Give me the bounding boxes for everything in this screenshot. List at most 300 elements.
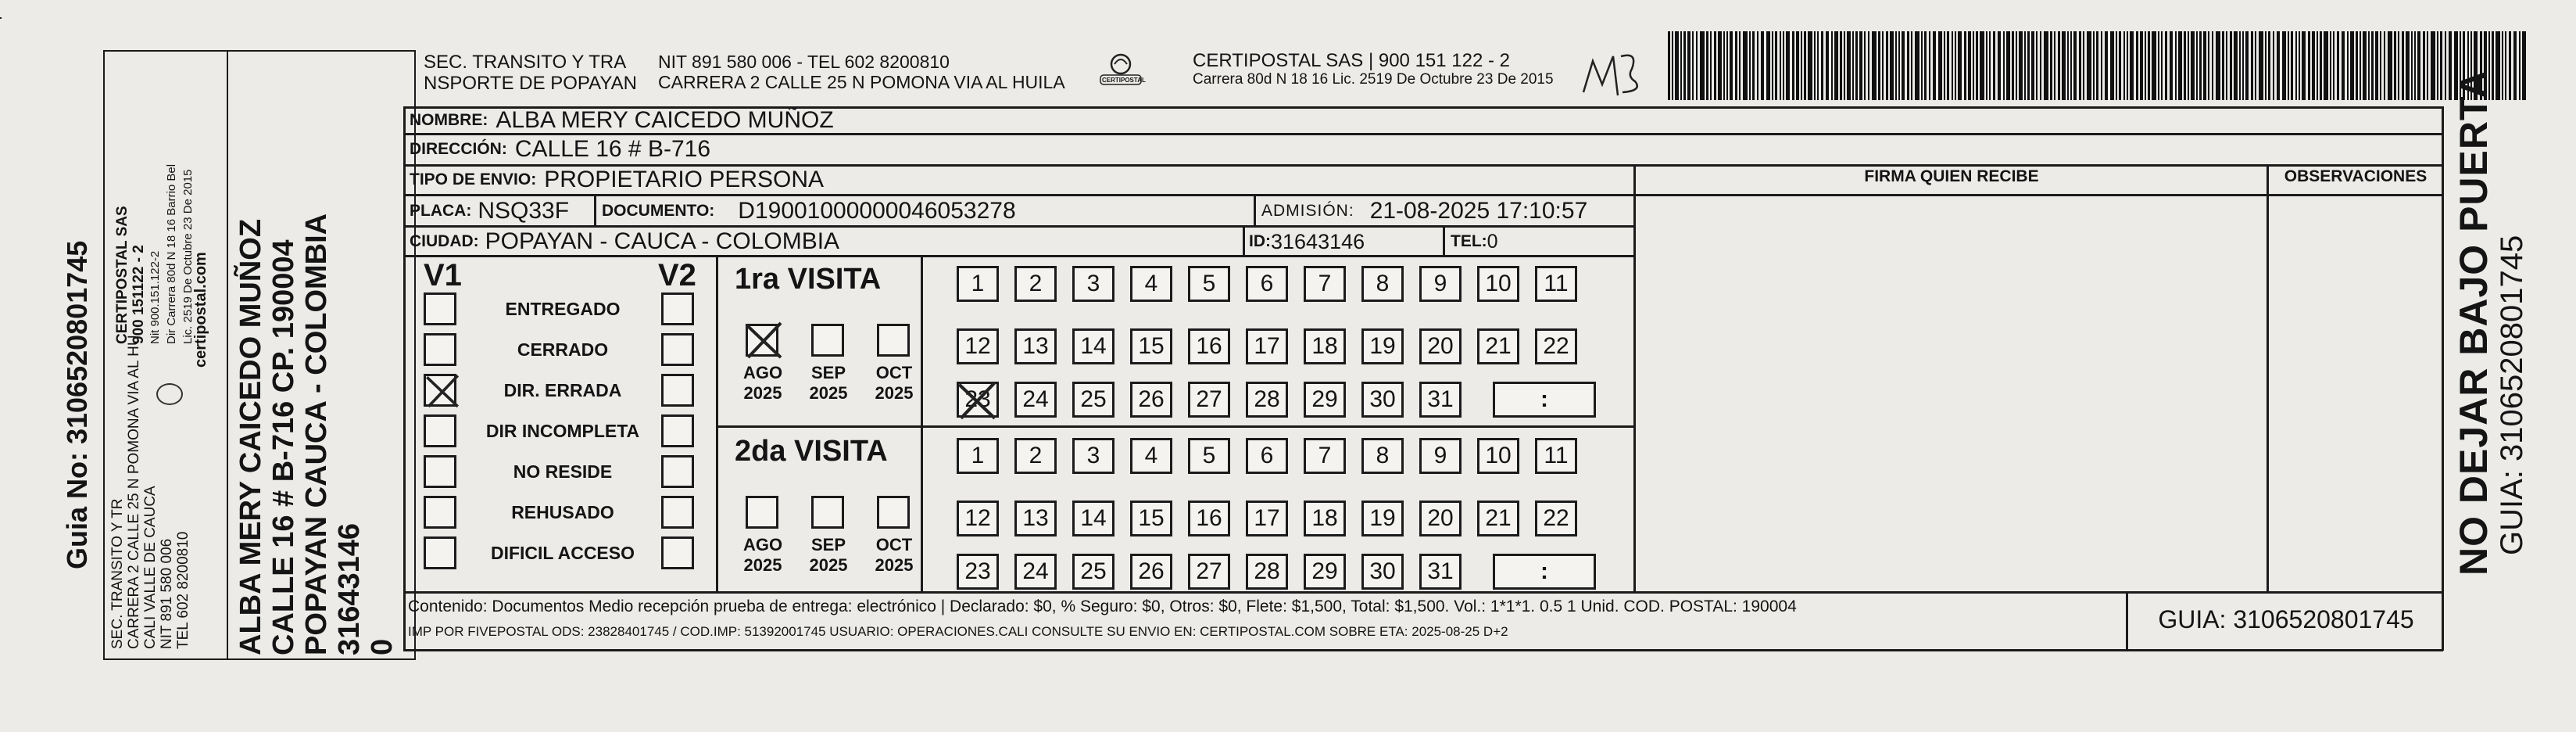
documento-value: D19001000000046053278 [738,198,1016,224]
day-checkbox[interactable]: 5 [1188,266,1230,302]
barcode-bar [1952,31,1953,100]
v1-checkbox[interactable] [424,374,456,407]
day-checkbox[interactable]: 26 [1130,554,1172,590]
barcode-bar [1986,31,1987,100]
nombre-label: NOMBRE: [410,111,488,129]
barcode-bar [1947,31,1949,100]
ciudad-label: CIUDAD: [410,232,479,250]
day-checkbox[interactable]: 30 [1361,382,1404,418]
day-checkbox[interactable]: 2 [1014,266,1057,302]
sender-name-line: NSPORTE DE POPAYAN [424,73,637,94]
barcode-bar [1714,31,1716,100]
day-checkbox[interactable]: 15 [1130,501,1172,536]
v2-checkbox[interactable] [661,414,694,447]
barcode-bar [1964,31,1966,100]
stub-carrier-line: Lic. 2519 De Octubre 23 De 2015 [181,169,195,344]
barcode-bar [2342,31,2345,100]
day-checkbox[interactable]: 17 [1246,328,1288,364]
v1-header: V1 [424,258,462,292]
day-checkbox[interactable]: 25 [1072,382,1114,418]
barcode-bar [2119,31,2121,100]
day-checkbox[interactable]: 11 [1535,438,1577,474]
day-checkbox[interactable]: 14 [1072,328,1114,364]
day-checkbox[interactable]: 20 [1419,328,1462,364]
nombre-field [410,106,834,135]
placa-label: PLACA: [410,202,472,220]
day-checkbox[interactable]: 3 [1072,266,1114,302]
v2-checkbox[interactable] [661,292,694,325]
day-checkbox[interactable]: 19 [1361,501,1404,536]
day-checkbox[interactable]: 21 [1477,328,1519,364]
barcode-bar [1710,31,1712,100]
sender-contact [658,52,1065,92]
admision-value: 21-08-2025 17:10:57 [1369,198,1588,224]
day-checkbox[interactable]: 6 [1246,266,1288,302]
barcode-bar [2440,31,2442,100]
barcode-bar [1792,31,1794,100]
month-year: 2025 [875,555,914,575]
barcode-bar [2188,31,2189,100]
barcode-bar [1683,31,1686,100]
time-field[interactable]: : [1493,554,1596,590]
barcode-bar [2012,31,2014,100]
ciudad-value: POPAYAN - CAUCA - COLOMBIA [485,228,840,254]
month-label [732,535,794,576]
barcode-bar [2291,31,2293,100]
tel-label: TEL: [1451,232,1487,250]
day-checkbox[interactable]: 10 [1477,438,1519,474]
day-checkbox[interactable]: 28 [1246,554,1288,590]
day-checkbox[interactable]: 19 [1361,328,1404,364]
barcode-bar [1993,31,1995,100]
documento-label: DOCUMENTO: [602,202,715,220]
right-stub-guia: GUIA: 3106520801745 [2495,235,2529,555]
barcode-bar [1706,31,1708,100]
barcode-bar [2320,31,2322,100]
day-checkbox[interactable]: 15 [1130,328,1172,364]
day-checkbox[interactable]: 9 [1419,438,1462,474]
reason-label: DIFICIL ACCESO [490,543,635,563]
stub-recipient-line: CALLE 16 # B-716 CP. 190004 [267,239,300,655]
day-checkbox[interactable]: 23 [957,382,999,418]
barcode-bar [2006,31,2010,100]
day-checkbox[interactable]: 29 [1304,382,1346,418]
barcode-bar [1743,31,1748,100]
barcode-bar [1775,31,1777,100]
day-checkbox[interactable]: 11 [1535,266,1577,302]
barcode-bar [2330,31,2331,100]
barcode-bar [2208,31,2209,100]
barcode-bar [1749,31,1751,100]
barcode-bar [2073,31,2077,100]
month-year: 2025 [809,383,848,403]
barcode-bar [1976,31,1978,100]
day-checkbox[interactable]: 12 [957,328,999,364]
sender-address: CARRERA 2 CALLE 25 N POMONA VIA AL HUILA [658,72,1065,92]
barcode-bar [2347,31,2349,100]
day-checkbox[interactable]: 16 [1188,328,1230,364]
day-checkbox[interactable]: 7 [1304,266,1346,302]
sender-nit: NIT 891 580 006 - TEL 602 8200810 [658,52,950,72]
stub-carrier-site: certipostal.com [192,252,209,368]
month-checkbox[interactable] [877,496,910,529]
barcode-bar [2380,31,2381,100]
barcode-bar [2277,31,2280,100]
barcode-bar [2016,31,2017,100]
v1-checkbox[interactable] [424,496,456,529]
barcode-bar [1726,31,1728,100]
month-label [797,535,860,576]
month-name: OCT [875,363,913,382]
day-checkbox[interactable]: 20 [1419,501,1462,536]
admision-label: ADMISIÓN: [1261,202,1354,220]
barcode-bar [2302,31,2306,100]
barcode-bar [2161,31,2163,100]
barcode-bar [2295,31,2297,100]
visit-title: 2da VISITA [735,435,888,468]
barcode-bar [2245,31,2249,100]
barcode-bar [1739,31,1741,100]
barcode-bar [1801,31,1802,100]
barcode-bar [2140,31,2143,100]
day-checkbox[interactable]: 13 [1014,328,1057,364]
barcode-bar [1752,31,1755,100]
day-checkbox[interactable]: 27 [1188,554,1230,590]
tel-field [1451,227,1498,257]
barcode-bar [1817,31,1819,100]
month-checkbox[interactable] [811,496,844,529]
barcode-bar [1840,31,1842,100]
barcode-bar [1998,31,2001,100]
month-checkbox[interactable] [746,496,778,529]
tipo-envio-value: PROPIETARIO PERSONA [544,167,825,192]
day-checkbox[interactable]: 30 [1361,554,1404,590]
barcode-bar [1973,31,1974,100]
day-checkbox[interactable]: 24 [1014,554,1057,590]
barcode-bar [1921,31,1923,100]
barcode-bar [1723,31,1725,100]
barcode-bar [1761,31,1764,100]
barcode-bar [2445,31,2446,100]
day-checkbox[interactable]: 8 [1361,266,1404,302]
barcode-bar [2371,31,2374,100]
barcode-bar [1890,31,1894,100]
direccion-field [410,135,710,164]
barcode-bar [2519,31,2521,100]
month-label [797,363,860,404]
barcode-bar [2234,31,2238,100]
barcode-bar [2268,31,2270,100]
day-checkbox[interactable]: 16 [1188,501,1230,536]
barcode-bar [2040,31,2041,100]
barcode-bar [2145,31,2146,100]
reason-label: ENTREGADO [505,299,621,319]
stub-guia-number: Guia No: 3106520801745 [61,240,93,569]
barcode-bar [2375,31,2378,100]
stub-recipient-line: 31643146 [333,522,366,655]
barcode-bar [1844,31,1845,100]
stub-sender-line: SEC. TRANSITO Y TR [109,498,126,649]
barcode-bar [1944,31,1945,100]
month-year: 2025 [743,383,782,403]
barcode-bar [2324,31,2328,100]
visit-title: 1ra VISITA [735,263,882,296]
month-year: 2025 [809,555,848,575]
month-name: SEP [810,535,846,554]
barcode-bar [2123,31,2125,100]
barcode-bar [2226,31,2227,100]
day-checkbox[interactable]: 24 [1014,382,1057,418]
day-checkbox[interactable]: 28 [1246,382,1288,418]
barcode-bar [2368,31,2370,100]
v1-checkbox[interactable] [424,333,456,366]
barcode-bar [2522,31,2526,100]
day-checkbox[interactable]: 17 [1246,501,1288,536]
month-label [863,363,925,404]
tel-value: 0 [1487,230,1498,253]
barcode-bar [2259,31,2263,100]
day-checkbox[interactable]: 12 [957,501,999,536]
month-name: AGO [742,535,783,554]
admision-field [1261,196,1587,227]
stub-carrier-line: CERTIPOSTAL SAS [114,206,131,344]
day-checkbox[interactable]: 21 [1477,501,1519,536]
day-checkbox[interactable]: 27 [1188,382,1230,418]
barcode-bar [2394,31,2396,100]
id-label: ID: [1249,232,1271,250]
direccion-value: CALLE 16 # B-716 [514,136,711,162]
barcode-bar [1757,31,1758,100]
v2-checkbox[interactable] [661,455,694,488]
footer-guia: GUIA: 3106520801745 [2158,605,2414,633]
barcode-bar [2130,31,2134,100]
sender-name-line: SEC. TRANSITO Y TRA [424,52,627,73]
barcode-bar [2308,31,2310,100]
stub-recipient-line: 0 [366,638,399,655]
barcode-bar [2050,31,2052,100]
barcode-bar [2196,31,2198,100]
month-year: 2025 [875,383,914,403]
barcode-bar [2414,31,2416,100]
day-checkbox[interactable]: 29 [1304,554,1346,590]
month-checkbox[interactable] [811,324,844,357]
barcode-bar [2363,31,2367,100]
month-checkbox[interactable] [877,324,910,357]
day-checkbox[interactable]: 8 [1361,438,1404,474]
carrier-line: Carrera 80d N 18 16 Lic. 2519 De Octubre 23 De 2015 [1193,71,1554,88]
stub-recipient-line: ALBA MERY CAICEDO MUÑOZ [234,218,267,655]
barcode-bar [2360,31,2361,100]
day-checkbox[interactable]: 26 [1130,382,1172,418]
month-label [863,535,925,576]
stub-sender-line: TEL 602 8200810 [175,531,191,649]
barcode-bar [1898,31,1900,100]
barcode-bar [1929,31,1930,100]
barcode-bar [1852,31,1854,100]
barcode-bar [2148,31,2150,100]
barcode-bar [2242,31,2244,100]
barcode-bar [1718,31,1722,100]
tipo-envio-label: TIPO DE ENVIO: [410,170,537,188]
day-checkbox[interactable]: 4 [1130,266,1172,302]
stub-recipient-block [234,214,399,655]
barcode-bar [2191,31,2195,100]
barcode-bar [2423,31,2425,100]
handwritten-mark [1576,41,1646,103]
day-checkbox[interactable]: 31 [1419,554,1462,590]
month-name: SEP [810,363,846,382]
barcode-bar [2116,31,2117,100]
barcode-bar [1864,31,1866,100]
barcode-bar [1878,31,1880,100]
barcode-bar [2505,31,2506,100]
v2-header: V2 [658,258,696,292]
barcode-bar [2184,31,2186,100]
nombre-value: ALBA MERY CAICEDO MUÑOZ [496,107,834,133]
day-checkbox[interactable]: 31 [1419,382,1462,418]
barcode-bar [2031,31,2034,100]
barcode-bar [2058,31,2060,100]
barcode-bar [1938,31,1942,100]
day-checkbox[interactable]: 23 [957,554,999,590]
placa-field [410,196,569,227]
barcode-bar [1772,31,1773,100]
barcode-bar [2417,31,2420,100]
v1-checkbox[interactable] [424,414,456,447]
day-checkbox[interactable]: 10 [1477,266,1519,302]
barcode-bar [2312,31,2315,100]
barcode-bar [1933,31,1936,100]
barcode-bar [2003,31,2005,100]
day-checkbox[interactable]: 14 [1072,501,1114,536]
footer-imp: IMP POR FIVEPOSTAL ODS: 23828401745 / COD.IMP: 51392001745 USUARIO: OPERACIONES.CALI CONSULTE SU ENVIO EN: CERTIPOSTAL.COM SOBRE ETA: 2025-08-25 D+2 [408,624,1508,639]
barcode-bar [1821,31,1823,100]
day-checkbox[interactable]: 7 [1304,438,1346,474]
barcode-bar [2158,31,2159,100]
barcode-bar [2070,31,2072,100]
barcode-bar [1730,31,1733,100]
day-checkbox[interactable]: 13 [1014,501,1057,536]
stub-carrier-line: 900 151122 - 2 [131,245,147,344]
day-checkbox[interactable]: 22 [1535,501,1577,536]
v2-checkbox[interactable] [661,496,694,529]
barcode-bar [2398,31,2399,100]
v2-checkbox[interactable] [661,333,694,366]
carrier-line: CERTIPOSTAL SAS | 900 151 122 - 2 [1193,50,1510,71]
barcode-bar [1847,31,1851,100]
day-checkbox[interactable]: 3 [1072,438,1114,474]
barcode-bar [2178,31,2182,100]
barcode-bar [1786,31,1790,100]
barcode-bar [1968,31,1971,100]
day-checkbox[interactable]: 4 [1130,438,1172,474]
barcode-bar [1783,31,1784,100]
barcode-bar [1796,31,1799,100]
barcode-bar [1907,31,1909,100]
time-field[interactable]: : [1493,382,1596,418]
barcode-bar [1808,31,1812,100]
barcode-bar [2019,31,2023,100]
reason-label: NO RESIDE [513,461,613,482]
barcode-bar [2101,31,2102,100]
carrier-info [1193,50,1554,88]
day-checkbox[interactable]: 18 [1304,501,1346,536]
barcode-bar [1735,31,1737,100]
day-checkbox[interactable]: 2 [1014,438,1057,474]
day-checkbox[interactable]: 5 [1188,438,1230,474]
barcode-bar [1895,31,1897,100]
v1-checkbox[interactable] [424,536,456,569]
barcode-bar [1915,31,1919,100]
sender-name [424,52,637,94]
barcode-bar [2087,31,2091,100]
id-field [1249,227,1365,257]
day-checkbox[interactable]: 1 [957,438,999,474]
day-checkbox[interactable]: 9 [1419,266,1462,302]
month-label [732,363,794,404]
barcode-bar [1886,31,1888,100]
barcode-bar [2251,31,2253,100]
barcode-bar [1955,31,1956,100]
barcode-bar [2282,31,2286,100]
barcode-bar [2317,31,2318,100]
documento-field [602,196,1016,227]
observaciones-header: OBSERVACIONES [2284,167,2428,185]
barcode-bar [2105,31,2108,100]
v2-checkbox[interactable] [661,536,694,569]
reason-label: CERRADO [517,339,609,360]
barcode-bar [1872,31,1877,100]
day-checkbox[interactable]: 6 [1246,438,1288,474]
no-dejar-bajo-puerta: NO DEJAR BAJO PUERTA [2452,70,2496,576]
barcode-bar [2036,31,2038,100]
barcode-bar [2273,31,2274,100]
barcode-bar [2427,31,2428,100]
day-checkbox[interactable]: 22 [1535,328,1577,364]
barcode-bar [2230,31,2232,100]
barcode-bar [2136,31,2138,100]
barcode-bar [2356,31,2358,100]
barcode-bar [1680,31,1682,100]
barcode-bar [1868,31,1869,100]
barcode-bar [2402,31,2404,100]
v1-checkbox[interactable] [424,455,456,488]
stub-recipient-line: POPAYAN CAUCA - COLOMBIA [300,213,333,655]
firma-header: FIRMA QUIEN RECIBE [1864,167,2039,185]
barcode-bar [2165,31,2167,100]
barcode-bar [1911,31,1912,100]
barcode-bar [2216,31,2220,100]
day-checkbox[interactable]: 25 [1072,554,1114,590]
barcode-bar [2437,31,2438,100]
barcode-bar [2333,31,2334,100]
v1-checkbox[interactable] [424,292,456,325]
barcode-bar [2044,31,2048,100]
barcode-bar [1924,31,1927,100]
barcode-bar [2093,31,2095,100]
v2-checkbox[interactable] [661,374,694,407]
barcode-bar [2288,31,2289,100]
direccion-label: DIRECCIÓN: [410,140,507,158]
stub-sender-line: NIT 891 580 006 [159,538,175,649]
barcode-bar [1989,31,1991,100]
month-checkbox[interactable] [746,324,778,357]
day-checkbox[interactable]: 18 [1304,328,1346,364]
day-checkbox[interactable]: 1 [957,266,999,302]
logo-text: CERTIPOSTAL [1102,77,1146,84]
placa-value: NSQ33F [478,198,570,224]
barcode-bar [1675,31,1679,100]
